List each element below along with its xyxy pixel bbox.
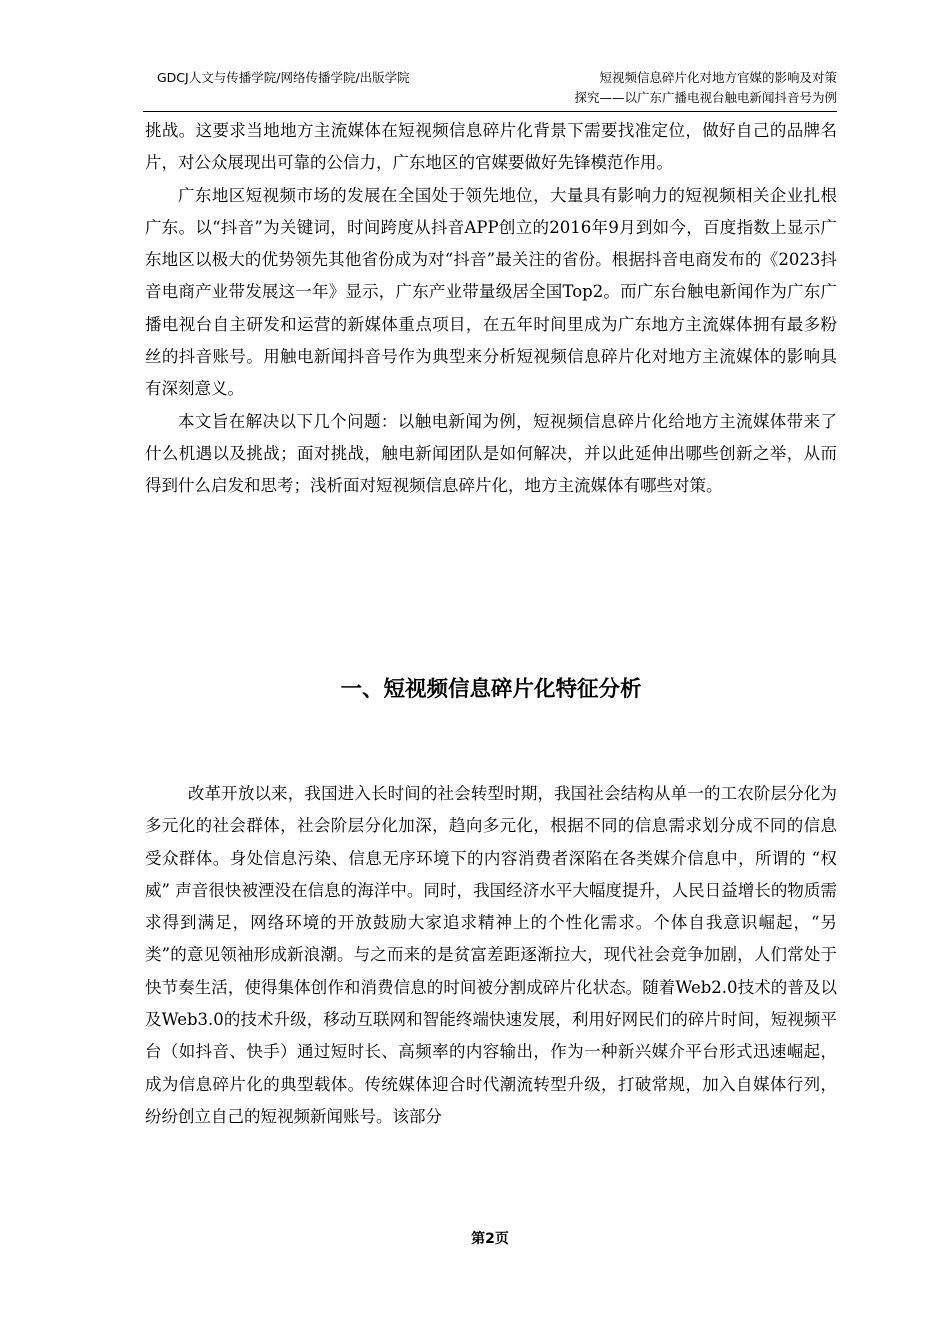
paragraph-continuation: 挑战。这要求当地地方主流媒体在短视频信息碎片化背景下需要找准定位，做好自己的品牌名片，对公众展现出可靠的公信力，广东地区的官媒要做好先锋模范作用。 bbox=[145, 121, 837, 173]
header-right-line2: 探究——以广东广播电视台触电新闻抖音号为例 bbox=[574, 90, 837, 105]
paragraph-research-questions: 本文旨在解决以下几个问题：以触电新闻为例，短视频信息碎片化给地方主流媒体带来了什么机遇以及挑战；面对挑战，触电新闻团队是如何解决，并以此延伸出哪些创新之举，从而得到什么启发和思考；浅析面对短视频信息碎片化，地方主流媒体有哪些对策。 bbox=[145, 411, 837, 496]
paragraph-social-transformation: 改革开放以来，我国进入长时间的社会转型时期，我国社会结构从单一的工农阶层分化为多元化的社会群体，社会阶层分化加深，趋向多元化，根据不同的信息需求划分成不同的信息受众群体。身处信息污染、信息无序环境下的内容消费者深陷在各类媒介信息中，所谓的 “权威” 声音很快被湮没在信息的海洋中。同时，我国经济水平大幅度提升，人民日益增长的物质需求得到满足，网络环境的开放鼓励大家追求精神上的个性化需求。个体自我意识崛起，“另类”的意见领袖形成新浪潮。与之而来的是贫富差距逐渐拉大，现代社会竞争加剧，人们常处于快节奏生活，使得集体创作和消费信息的时间被分割成碎片化状态。随着Web2.0技术的普及以及Web3.0的技术升级，移动互联网和智能终端快速发展，利用好网民们的碎片时间，短视频平台（如抖音、快手）通过短时长、高频率的内容输出，作为一种新兴媒介平台形式迅速崛起，成为信息碎片化的典型载体。传统媒体迎合时代潮流转型升级，打破常规，加入自媒体行列，纷纷创立自己的短视频新闻账号。该部分 bbox=[145, 784, 837, 1126]
body-top bbox=[145, 115, 837, 503]
page-number: 第2页 bbox=[471, 1231, 509, 1247]
body-bottom bbox=[145, 778, 837, 1133]
header-right bbox=[507, 68, 837, 108]
paragraph-guangdong-market: 广东地区短视频市场的发展在全国处于领先地位，大量具有影响力的短视频相关企业扎根广东。以“抖音”为关键词，时间跨度从抖音APP创立的2016年9月到如今，百度指数上显示广东地区以极大的优势领先其他省份成为对“抖音”最关注的省份。根据抖音电商发布的《2023抖音电商产业带发展这一年》显示，广东产业带量级居全国Top2。而广东台触电新闻作为广东广播电视台自主研发和运营的新媒体重点项目，在五年时间里成为广东地方主流媒体拥有最多粉丝的抖音账号。用触电新闻抖音号作为典型来分析短视频信息碎片化对地方主流媒体的影响具有深刻意义。 bbox=[145, 185, 837, 399]
section-title: 一、短视频信息碎片化特征分析 bbox=[340, 677, 642, 702]
header-right-line1: 短视频信息碎片化对地方官媒的影响及对策 bbox=[599, 70, 837, 85]
header-divider bbox=[143, 111, 837, 112]
header-left: GDCJ人文与传播学院/网络传播学院/出版学院 bbox=[157, 70, 410, 85]
